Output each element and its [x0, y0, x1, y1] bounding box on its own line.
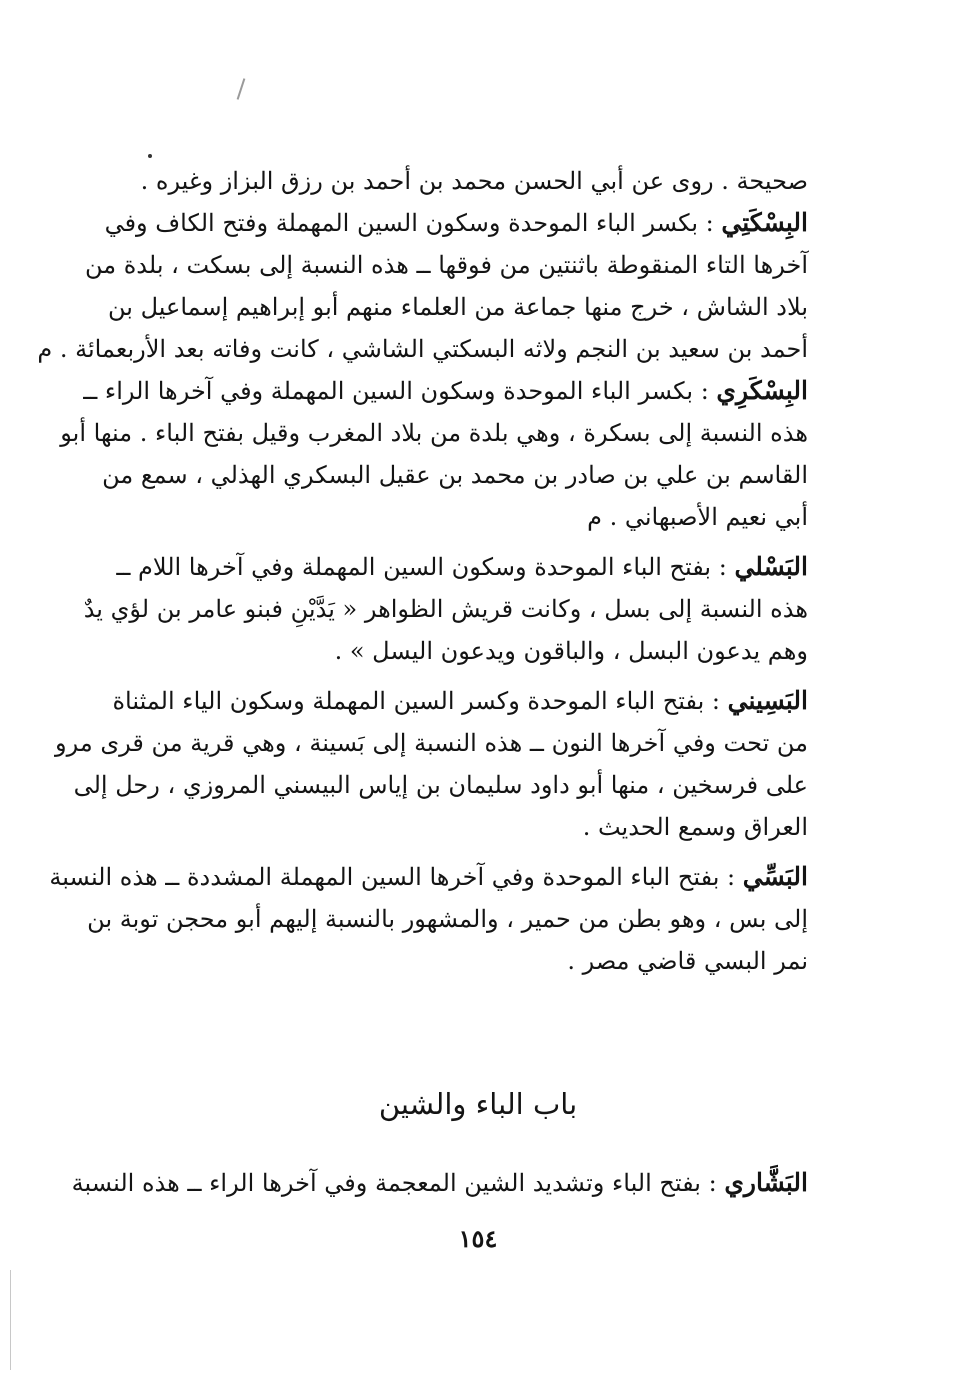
headword: البِسْكَرِي — [716, 376, 808, 405]
headword: البَسْلي — [734, 552, 808, 581]
text-line: نمر البسي قاضي مصر . — [567, 947, 808, 975]
text-line: أحمد بن سعيد بن النجم ولاثه البسكتي الشاشي ، كانت وفاته بعد الأربعمائة . م — [37, 335, 808, 363]
entry-bassi — [49, 856, 808, 982]
text-line: البِسْكَتِي : بكسر الباء الموحدة وسكون السين المهملة وفتح الكاف وفي — [104, 208, 808, 237]
headword: البَسِيني — [727, 686, 808, 715]
entry-bisakti — [37, 202, 808, 370]
stray-pen-mark — [237, 78, 246, 100]
headword: البَسِّي — [742, 862, 808, 891]
entry-bashshari: البَشَّاري : بفتح الباء وتشديد الشين المعجمة وفي آخرها الراء ــ هذه النسبة — [71, 1168, 808, 1197]
text-line: وهم يدعون البسل ، والباقون ويدعون اليسل » . — [334, 637, 808, 665]
text-line: البَسْلي : بفتح الباء الموحدة وسكون السين المهملة وفي آخرها اللام ــ — [116, 552, 808, 581]
headword: البَشَّاري — [724, 1168, 808, 1197]
ink-dot — [148, 154, 152, 158]
text-line: بلاد الشاش ، خرج منها جماعة من العلماء منهم أبو إبراهيم إسماعيل بن — [108, 293, 808, 321]
text-line: من تحت وفي آخرها النون ــ هذه النسبة إلى بَسينة ، وهي قرية من قرى مرو — [55, 729, 808, 757]
text-line: أبي نعيم الأصبهاني . م — [587, 503, 808, 531]
entry-basini — [55, 680, 808, 848]
entry-biskari — [60, 370, 808, 538]
page-number: ١٥٤ — [458, 1224, 498, 1253]
text-line: آخرها التاء المنقوطة باثنتين من فوقها ــ هذه النسبة إلى بسكت ، بلدة من — [84, 251, 808, 279]
text-line: صحيحة . روى عن أبي الحسن محمد بن أحمد بن رزق البزاز وغيره . — [140, 167, 808, 195]
text-line: البَسِيني : بفتح الباء الموحدة وكسر السين المهملة وسكون الياء المثناة — [112, 686, 808, 715]
text-line: القاسم بن علي بن صادر بن محمد بن عقيل البسكري الهذلي ، سمع من — [102, 461, 808, 489]
text-line: إلى بس ، وهو بطن من حمير ، والمشهور بالنسبة إليهم أبو محجن توبة بن — [87, 905, 808, 933]
section-heading: باب الباء والشين — [378, 1087, 578, 1121]
headword: البِسْكَتِي — [721, 208, 808, 237]
text-line: هذه النسبة إلى بسل ، وكانت قريش الظواهر « يَدَّيْنِ فبنو عامر بن لؤي يدٌ — [83, 595, 808, 623]
text-line: هذه النسبة إلى بسكرة ، وهي بلدة من بلاد المغرب وقيل بفتح الباء . منها أبو — [60, 419, 808, 447]
text-line: البِسْكَرِي : بكسر الباء الموحدة وسكون السين المهملة وفي آخرها الراء ــ — [83, 376, 808, 405]
text-line: العراق وسمع الحديث . — [582, 813, 808, 841]
main-text — [37, 160, 808, 982]
text-line: على فرسخين ، منها أبو داود سليمان بن إياس البيسني المروزي ، رحل إلى — [73, 771, 808, 799]
entry-basli — [83, 546, 808, 672]
page-edge-line — [10, 1270, 11, 1370]
text-line: البَسِّي : بفتح الباء الموحدة وفي آخرها السين المهملة المشددة ــ هذه النسبة — [49, 862, 808, 891]
